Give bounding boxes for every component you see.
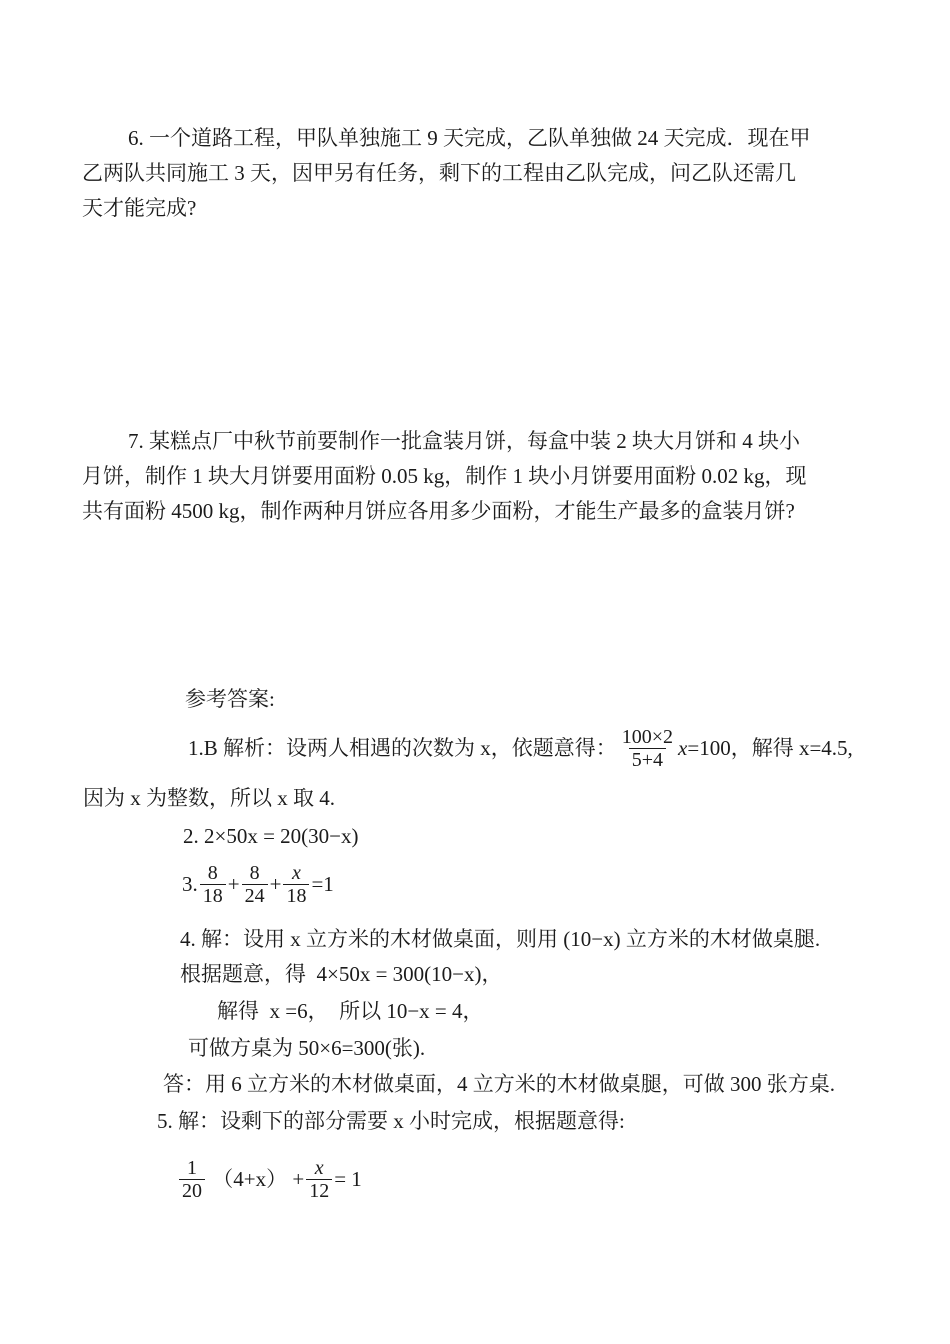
answer-1-line-1 <box>188 725 853 771</box>
text-run: 共有面粉 4500 kg，制作两种月饼应各用多少面粉，才能生产最多的盒装月饼? <box>82 499 795 523</box>
problem-7-line-1 <box>128 429 800 454</box>
fraction <box>179 1157 205 1202</box>
fraction <box>283 862 309 907</box>
text-run: 7. 某糕点厂中秋节前要制作一批盒装月饼，每盒中装 2 块大月饼和 4 块小 <box>128 429 800 453</box>
answer-4-line-3 <box>217 999 484 1024</box>
text-run: 可做方桌为 50×6=300(张). <box>188 1036 426 1060</box>
answer-2-line-1 <box>183 824 359 849</box>
text-run: 5. 解：设剩下的部分需要 x 小时完成，根据题意得: <box>157 1109 625 1133</box>
answer-4-line-5 <box>163 1072 835 1097</box>
answer-4-line-1 <box>180 927 820 952</box>
answer-4-line-2 <box>180 962 503 987</box>
fraction-denominator: 24 <box>242 884 268 907</box>
text-run: 解得 x =6， 所以 10−x = 4， <box>217 999 484 1023</box>
text-run: 2. 2×50x = 20(30−x) <box>183 824 359 848</box>
text-run: （4+x） + <box>207 1166 305 1191</box>
fraction-numerator: x <box>291 861 301 884</box>
text-run: 月饼，制作 1 块大月饼要用面粉 0.05 kg，制作 1 块小月饼要用面粉 0.02 kg，现 <box>82 464 807 488</box>
fraction-denominator: 18 <box>200 884 226 907</box>
fraction-numerator: 8 <box>207 861 218 884</box>
text-run: x <box>678 735 688 760</box>
answer-key-title-line-1 <box>185 687 275 712</box>
text-run: 4. 解：设用 x 立方米的木材做桌面，则用 (10−x) 立方米的木材做桌腿. <box>180 927 821 951</box>
fraction-numerator: 8 <box>249 861 260 884</box>
text-run: =100，解得 x=4.5, <box>687 735 853 760</box>
fraction <box>242 862 268 907</box>
text-run: + <box>269 871 282 896</box>
answer-3-line-1 <box>182 861 334 907</box>
answer-5-line-2 <box>177 1156 362 1202</box>
text-run: 因为 x 为整数，所以 x 取 4. <box>83 786 335 810</box>
answer-1-line-2 <box>83 786 335 811</box>
answer-5-line-1 <box>157 1109 625 1134</box>
fraction <box>306 1157 332 1202</box>
fraction-denominator: 20 <box>179 1179 205 1202</box>
problem-7-line-3 <box>82 499 795 524</box>
text-run: 天才能完成? <box>82 196 197 220</box>
fraction-denominator: 5+4 <box>629 748 666 771</box>
problem-7-line-2 <box>82 464 807 489</box>
text-run: =1 <box>311 871 334 896</box>
text-run: 答：用 6 立方米的木材做桌面，4 立方米的木材做桌腿，可做 300 张方桌. <box>163 1072 835 1096</box>
problem-6-line-1 <box>128 126 811 151</box>
text-run: + <box>227 871 240 896</box>
fraction <box>619 726 676 771</box>
fraction <box>200 862 226 907</box>
text-run: 参考答案: <box>185 687 275 711</box>
answer-4-line-4 <box>188 1036 425 1061</box>
text-run: 3. <box>182 871 198 896</box>
problem-6-line-2 <box>82 161 796 186</box>
text-run: 6. 一个道路工程，甲队单独施工 9 天完成，乙队单独做 24 天完成．现在甲 <box>128 126 811 150</box>
fraction-numerator: 1 <box>187 1156 197 1179</box>
text-run: 1.B 解析：设两人相遇的次数为 x，依题意得： <box>188 735 617 760</box>
fraction-numerator: x <box>314 1156 324 1179</box>
problem-6-line-3 <box>82 196 196 221</box>
fraction-numerator: 100×2 <box>621 725 674 748</box>
fraction-denominator: 12 <box>306 1179 332 1202</box>
text-run: 乙两队共同施工 3 天，因甲另有任务，剩下的工程由乙队完成，问乙队还需几 <box>82 161 796 185</box>
text-run: 根据题意，得 4×50x = 300(10−x)， <box>180 962 503 986</box>
fraction-denominator: 18 <box>283 884 309 907</box>
text-run: = 1 <box>334 1166 362 1191</box>
